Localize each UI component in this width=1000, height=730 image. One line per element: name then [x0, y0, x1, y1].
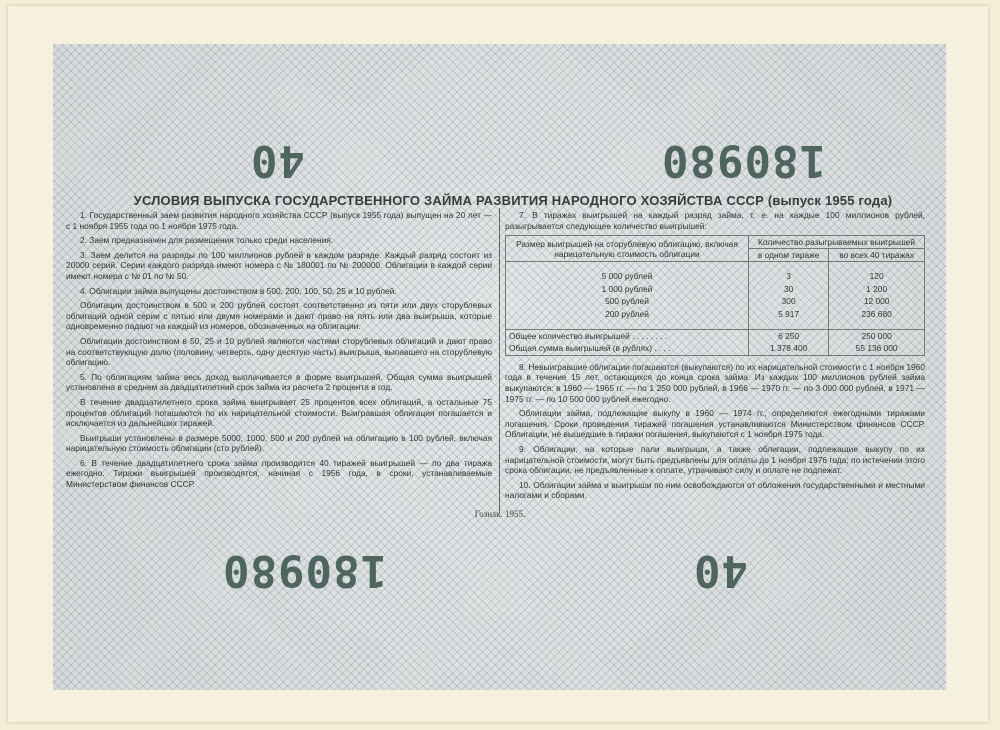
- serial-number-bottom: 180980: [222, 545, 387, 596]
- paragraph: В течение двадцатилетнего срока займа выигрывает 25 процентов всех облигаций, а остальные 75 процентов облигаций погашаются по их нарицательной стоимости. Выигравшая облигация погашается и исключается из дальнейших тиражей.: [66, 396, 492, 429]
- paragraph: 9. Облигации, на которые пали выигрыши, а также облигации, подлежащие выкупу по их нарицательной стоимости, могут быть предъявлены для оплаты до 1 ноября 1976 года; по истечении этого срока облигации, не предъявленные к оплате, утрачивают силу и оплате не подлежат.: [505, 443, 925, 476]
- paragraph: 7. В тиражах выигрышей на каждый разряд займа, т. е. на каждые 100 миллионов рублей, разыгрывается следующее количество выигрышей:: [505, 210, 925, 231]
- denomination-top: 40: [250, 135, 305, 186]
- serial-number-top: 180980: [661, 135, 826, 186]
- count-all-draws: 120: [829, 270, 925, 283]
- table-row: [506, 295, 925, 308]
- paragraph: Облигации достоинством в 50, 25 и 10 рублей являются частями сторублевых облигаций и дают право на соответствующую долю (половину, четверть, одну десятую часть) выигрыша, выпавшего на сторублевую облигацию.: [66, 335, 492, 368]
- column-divider: [499, 208, 500, 514]
- total-count-all: 250 000: [829, 329, 925, 342]
- prize-size-header: Размер выигрышей на сторублевую облигацию, включая нарицательную стоимость облигации: [506, 236, 749, 262]
- prize-amount: 200 рублей: [506, 308, 749, 321]
- total-sum-one: 1 378 400: [749, 342, 829, 355]
- left-column: [66, 210, 492, 494]
- paragraph: 3. Заем делится на разряды по 100 миллионов рублей в каждом разряде. Каждый разряд состоит из 20000 серий. Серии каждого разряда имеют номера с № 180001 по № 200000. Облигации в каждой серии имеют номера с № 01 по № 50.: [66, 249, 492, 281]
- count-one-draw: 3: [749, 270, 829, 283]
- count-all-draws: 236 680: [829, 308, 925, 321]
- count-one-draw: 5 917: [749, 308, 829, 321]
- total-count-one: 6 250: [749, 329, 829, 342]
- paragraph: 8. Невыигравшие облигации погашаются (выкупаются) по их нарицательной стоимости с 1 ноября 1960 года в течение 15 лет, остающихся до конца срока займа. Из каждых 100 миллионов рублей займа выкупаются: в 1960 — 1965 гг. — по 1 250 000 рублей, в 1966 — 1970 гг. — по 3 000 000 рублей, в 1971 — 1975 гг. — по 10 500 000 рублей ежегодно.: [505, 361, 925, 404]
- paragraph: Выигрыши установлены в размере 5000, 1000, 500 и 200 рублей на облигацию в 100 рублей, включая нарицательную стоимость облигации (сто рублей).: [66, 432, 492, 454]
- count-all-draws: 12 000: [829, 295, 925, 308]
- table-row: [506, 270, 925, 283]
- total-count-label: Общее количество выигрышей . . . . . . . .: [506, 329, 749, 342]
- prize-amount: 1 000 рублей: [506, 283, 749, 296]
- paragraph: 1. Государственный заем развития народного хозяйства СССР (выпуск 1955 года) выпущен на 20 лет — с 1 ноября 1955 года по 1 ноября 1975 года.: [66, 210, 492, 231]
- conditions-title: УСЛОВИЯ ВЫПУСКА ГОСУДАРСТВЕННОГО ЗАЙМА РАЗВИТИЯ НАРОДНОГО ХОЗЯЙСТВА СССР (выпуск 1955 года): [133, 193, 893, 208]
- denomination-bottom: 40: [693, 545, 748, 596]
- count-one-draw: 300: [749, 295, 829, 308]
- prize-table: [505, 235, 925, 356]
- printer-imprint: Гознак. 1955.: [474, 509, 526, 519]
- paragraph: Облигации займа, подлежащие выкупу в 1960 — 1974 гг., определяются ежегодными тиражами погашения. Сроки проведения тиражей погашения устанавливаются Министерством финансов СССР. Облигации, не вышедшие в тиражи погашения, выкупаются с 1 ноября 1975 года.: [505, 408, 925, 440]
- table-row: [506, 308, 925, 321]
- paragraph: 10. Облигации займа и выигрыши по ним освобождаются от обложения государственными и местными налогами и сборами.: [505, 479, 925, 501]
- table-row: [506, 283, 925, 296]
- prize-count-header: Количество разыгрываемых выигрышей: [749, 236, 925, 249]
- count-one-draw: 30: [749, 283, 829, 296]
- count-all-draws: 1 200: [829, 283, 925, 296]
- total-sum-all: 55 136 000: [829, 342, 925, 355]
- paragraph: 4. Облигации займа выпущены достоинством в 500, 200, 100, 50, 25 и 10 рублей.: [80, 285, 397, 296]
- total-sum-label: Общая сумма выигрышей (в рублях) . . . .: [506, 342, 749, 355]
- table-row: [506, 342, 925, 355]
- paragraph: 6. В течение двадцатилетнего срока займа производится 40 тиражей выигрышей — по два тиража ежегодно. Тиражи выигрышей производятся, начиная с 1956 года, в сроки, устанавливаемые Министерством финансов СССР.: [66, 457, 492, 490]
- paragraph: 5. По облигациям займа весь доход выплачивается в форме выигрышей. Общая сумма выигрышей установлена в среднем за двадцатилетний срок займа из расчета 2 процента в год.: [66, 371, 492, 393]
- paragraph: 2. Заем предназначен для размещения только среди населения.: [80, 235, 334, 246]
- table-row: [506, 329, 925, 342]
- right-column: [505, 210, 925, 505]
- prize-amount: 5 000 рублей: [506, 270, 749, 283]
- paragraph: Облигации достоинством в 500 и 200 рублей состоят соответственно из пяти или двух сторублевых облигаций одной серии с пятью или двумя номерами и дают право на пять или два выигрыша, которые одновременно падают на каждый из номеров, обозначенных на облигации.: [66, 300, 492, 332]
- one-draw-header: в одном тираже: [749, 249, 829, 262]
- prize-amount: 500 рублей: [506, 295, 749, 308]
- all-draws-header: во всех 40 тиражах: [829, 249, 925, 262]
